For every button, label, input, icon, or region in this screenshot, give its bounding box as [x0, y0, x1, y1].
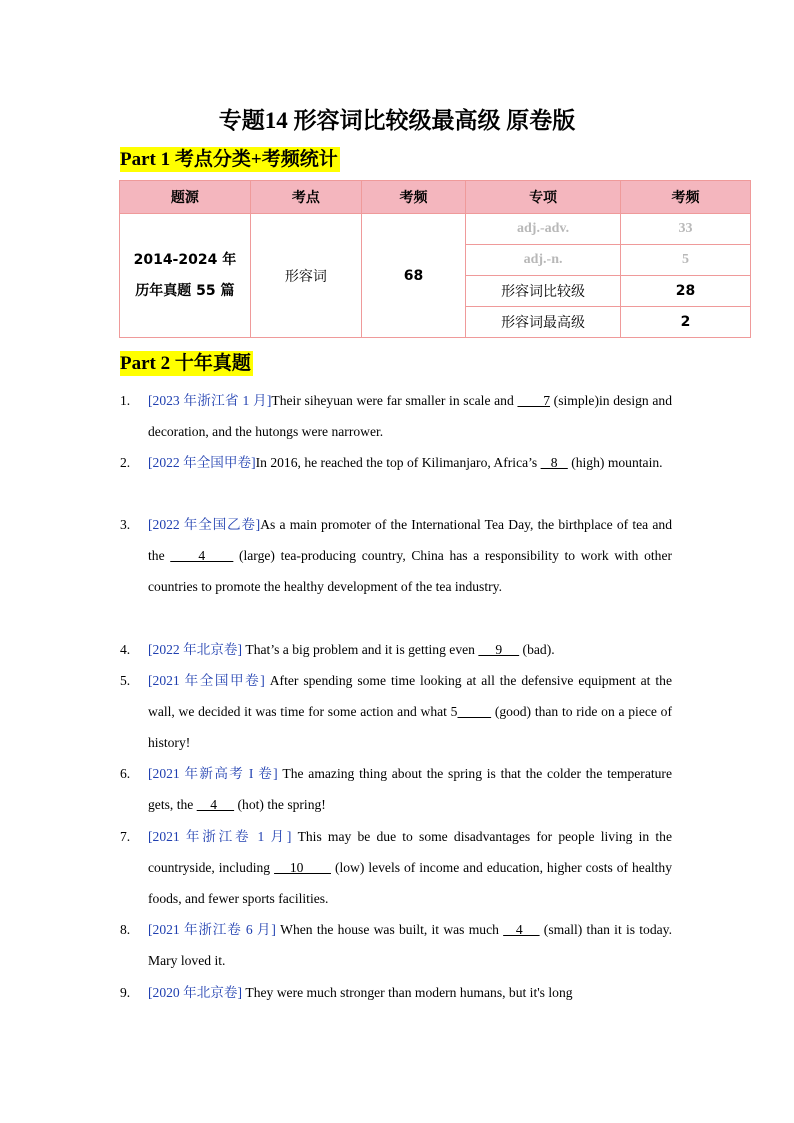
question-item	[120, 821, 672, 915]
part1-heading: Part 1 考点分类+考频统计	[120, 149, 338, 170]
question-item	[120, 758, 672, 820]
item-freq-cell: 33	[620, 214, 750, 245]
item-freq-cell: 5	[620, 245, 750, 276]
question-stem-before: After spending some time looking at all the defensive equipment at the wall, we decided it was time for some action and what 5	[148, 673, 672, 720]
question-number: 6.	[120, 766, 131, 781]
question-number: 3.	[120, 517, 131, 532]
question-source: [2022 年全国甲卷]	[148, 455, 256, 470]
question-text	[148, 385, 672, 447]
question-source: [2021 年全国甲卷]	[148, 673, 265, 688]
header-point: 考点	[250, 181, 361, 214]
header-total-freq: 考频	[361, 181, 465, 214]
header-item: 专项	[466, 181, 621, 214]
table-row	[120, 214, 751, 245]
item-cell: 形容词比较级	[466, 276, 621, 307]
total-freq-cell: 68	[361, 214, 465, 338]
question-number: 5.	[120, 673, 131, 688]
answer-blank	[457, 704, 491, 719]
question-text	[148, 914, 672, 976]
question-source: [2022 年北京卷]	[148, 642, 243, 657]
question-stem-after: (low) levels of income and education, higher costs of healthy foods, and fewer sports facilities.	[148, 860, 673, 907]
page-title: 专题14 形容词比较级最高级 原卷版	[218, 108, 576, 133]
question-item	[120, 977, 672, 1008]
question-stem-before: As a main promoter of the International Tea Day, the birthplace of tea and the	[148, 517, 672, 564]
question-item	[120, 447, 672, 478]
question-item	[120, 665, 672, 759]
item-freq-cell: 2	[620, 307, 750, 338]
part2-heading: Part 2 十年真题	[120, 353, 251, 374]
question-text	[148, 977, 672, 1008]
question-number: 8.	[120, 922, 131, 937]
answer-blank: 4	[196, 797, 235, 813]
question-source: [2021 年新高考 I 卷]	[148, 766, 278, 781]
source-text: 2014-2024 年历年真题 55 篇	[133, 251, 237, 299]
question-stem-before: Their siheyuan were far smaller in scale and	[271, 393, 518, 408]
point-cell: 形容词	[250, 214, 361, 338]
question-stem-before: That’s a big problem and it is getting even	[242, 642, 479, 657]
source-cell	[120, 214, 251, 338]
question-stem-before: This may be due to some disadvantages for people living in the countryside, including	[148, 829, 672, 876]
answer-blank: 4	[503, 922, 540, 937]
question-text	[148, 509, 672, 603]
answer-blank: 7	[517, 393, 550, 408]
frequency-table	[119, 180, 751, 338]
question-text	[148, 634, 672, 665]
question-stem-before: When the house was built, it was much	[275, 922, 504, 937]
question-stem-after: (bad).	[519, 642, 555, 657]
question-text	[148, 758, 672, 820]
question-stem-after: (high) mountain.	[567, 455, 663, 470]
header-item-freq: 考频	[620, 181, 750, 214]
question-number: 4.	[120, 642, 131, 657]
answer-blank: 10	[274, 860, 331, 876]
question-source: [2021 年浙江卷 6 月]	[148, 922, 276, 937]
question-stem-after: (small) than it is today. Mary loved it.	[148, 922, 672, 969]
question-number: 7.	[120, 829, 131, 844]
question-item	[120, 914, 672, 976]
question-number: 2.	[120, 455, 131, 470]
question-text	[148, 821, 672, 915]
question-stem-after: (good) than to ride on a piece of history!	[148, 704, 672, 751]
question-source: [2020 年北京卷]	[148, 985, 243, 1000]
question-text	[148, 447, 672, 478]
question-stem-before: The amazing thing about the spring is that the colder the temperature gets, the	[148, 766, 672, 813]
question-number: 9.	[120, 985, 131, 1000]
question-stem-before: In 2016, he reached the top of Kilimanjaro, Africa’s	[255, 455, 541, 470]
question-stem-after: (hot) the spring!	[234, 797, 326, 813]
item-cell: 形容词最高级	[466, 307, 621, 338]
question-item	[120, 634, 672, 665]
question-text	[148, 665, 672, 759]
question-item	[120, 509, 672, 603]
item-cell: adj.-n.	[466, 245, 621, 276]
question-source: [2022 年全国乙卷]	[148, 517, 261, 532]
answer-blank: 9	[478, 642, 520, 657]
table-header-row	[120, 181, 751, 214]
question-number: 1.	[120, 393, 131, 408]
answer-blank: 8	[540, 455, 568, 470]
question-item	[120, 385, 672, 447]
question-source: [2023 年浙江省 1 月]	[148, 393, 272, 408]
item-cell: adj.-adv.	[466, 214, 621, 245]
question-stem-after: (simple)in design and decoration, and the hutongs were narrower.	[148, 393, 673, 440]
item-freq-cell: 28	[620, 276, 750, 307]
header-source: 题源	[120, 181, 251, 214]
question-stem-after: (large) tea-producing country, China has a responsibility to work with other countries to promote the healthy development of the tea industry.	[148, 548, 673, 595]
answer-blank: 4	[170, 548, 234, 564]
question-source: [2021 年浙江卷 1 月]	[148, 829, 292, 844]
question-stem-before: They were much stronger than modern humans, but it's long	[242, 985, 573, 1000]
